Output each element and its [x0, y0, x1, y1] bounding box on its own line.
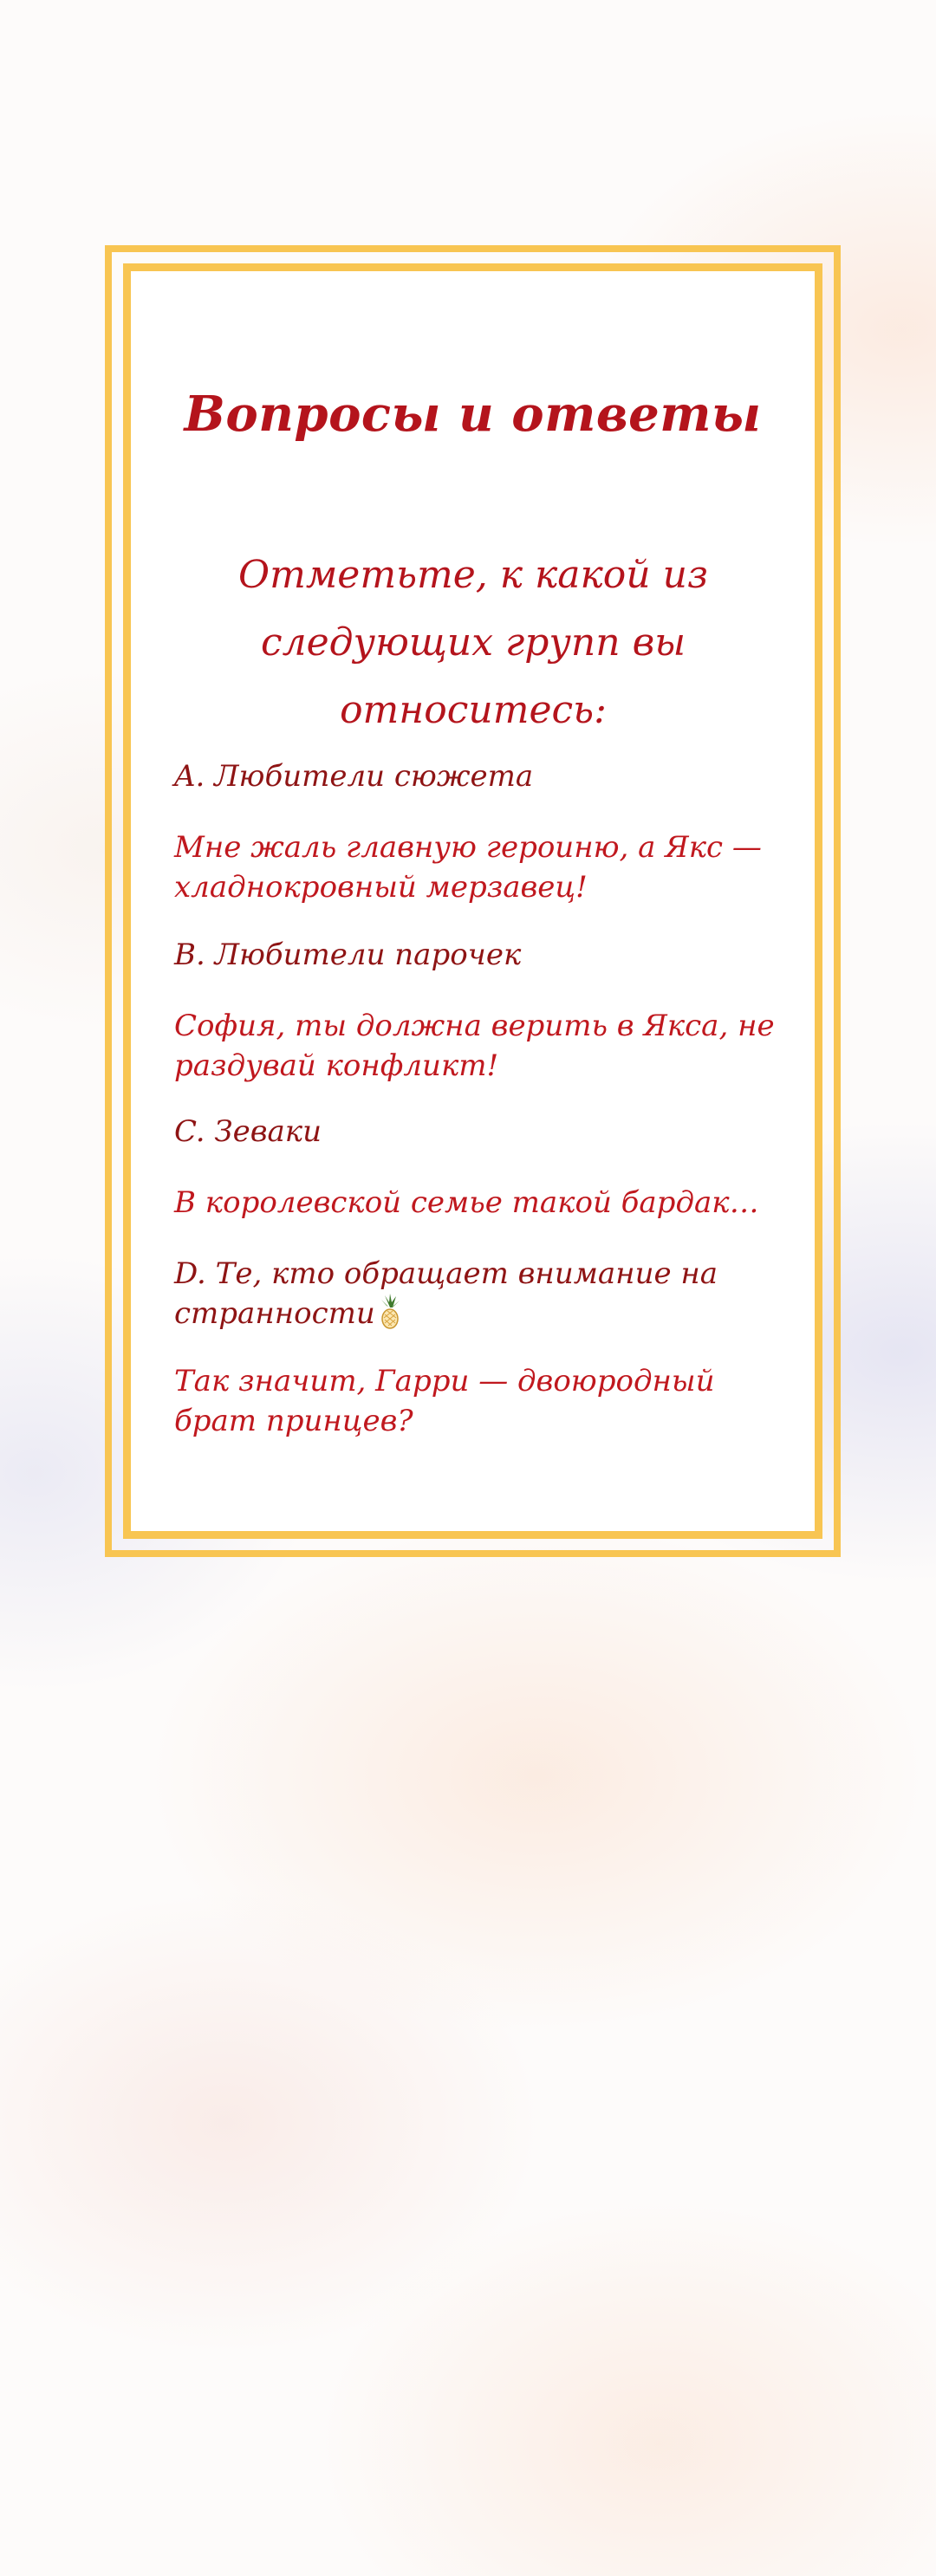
pineapple-icon [377, 1294, 403, 1330]
option-d [174, 1254, 781, 1333]
option-d-label: D. Те, кто обращает внимание на странности [174, 1256, 718, 1331]
option-b: B. Любители парочек [174, 938, 522, 972]
option-c: C. Зеваки [174, 1114, 322, 1149]
option-a-quote: Мне жаль главную героиню, а Якс — хладнокровный мерзавец! [174, 830, 762, 905]
card-subtitle: Отметьте, к какой из следующих групп вы относитесь: [238, 553, 708, 732]
option-b-quote: София, ты должна верить в Якса, не раздувай конфликт! [174, 1009, 775, 1083]
qa-card [123, 263, 822, 1539]
card-title: Вопросы и ответы [184, 386, 762, 443]
option-c-quote: В королевской семье такой бардак… [174, 1185, 759, 1220]
option-d-quote: Так значит, Гарри — двоюродный брат принцев? [174, 1364, 715, 1438]
option-a: A. Любители сюжета [174, 759, 534, 794]
